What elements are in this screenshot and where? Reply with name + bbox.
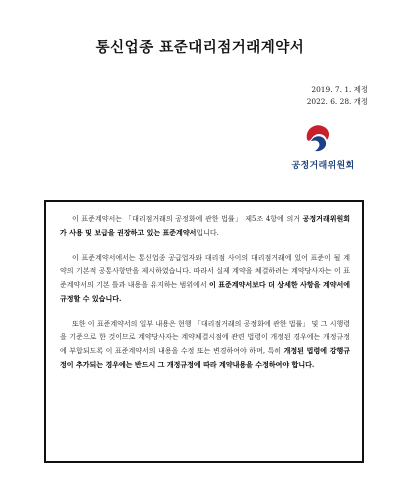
- notice-box: [44, 200, 364, 463]
- taegeuk-blue-swirl: [311, 136, 326, 151]
- notice-p2-text: 이 표준계약서에서는 통신업종 공급업자와 대리점 사이의 대리점거래에 있어 표준이 될 계약의 기본적 공통사항만을 제시하였습니다. 따라서 실제 계약을 체결하려는 계약당사자는 이 표준계약서의 기본 틀과 내용을 유지하는 범위에서: [60, 254, 350, 289]
- notice-p3-emphasis: 개정된 법령에 강행규정이 추가되는 경우에는 반드시 그 개정규정에 따라 계약내용을 수정하여야 합니다.: [60, 346, 351, 369]
- notice-paragraph-3: [60, 318, 350, 372]
- document-title: 통신업종 표준대리점거래계약서: [95, 39, 305, 56]
- notice-p3-text: 또한 이 표준계약서의 일부 내용은 현행 「대리점거래의 공정화에 관한 법률」 및 그 시행령을 기준으로 한 것이므로 계약당사자는 계약체결시점에 관련 법령이 개정된 경우에는 개정규정에 부합되도록 이 표준계약서의 내용을 수정 또는 변경하여야 하며, 특히: [60, 320, 350, 355]
- notice-p1-text: 이 표준계약서는 「대리점거래의 공정화에 관한 법률」 제5조 4항에 의거: [72, 215, 303, 223]
- notice-paragraph-2: [60, 252, 350, 306]
- korean-government-taegeuk-icon: [302, 120, 336, 154]
- organization-name: 공정거래위원회: [291, 161, 355, 171]
- notice-p1-emphasis: 공정거래위원회가 사용 및 보급을 권장하고 있는 표준계약서: [60, 214, 350, 237]
- notice-p1-ending: 입니다.: [196, 229, 219, 237]
- enacted-date: 2019. 7. 1. 제정: [311, 85, 368, 94]
- notice-p2-emphasis: 이 표준계약서보다 더 상세한 사항을 계약서에 규정할 수 있습니다.: [60, 280, 350, 303]
- revised-date: 2022. 6. 28. 개정: [306, 97, 368, 106]
- notice-paragraph-1: [60, 212, 350, 240]
- revision-dates: [307, 84, 368, 108]
